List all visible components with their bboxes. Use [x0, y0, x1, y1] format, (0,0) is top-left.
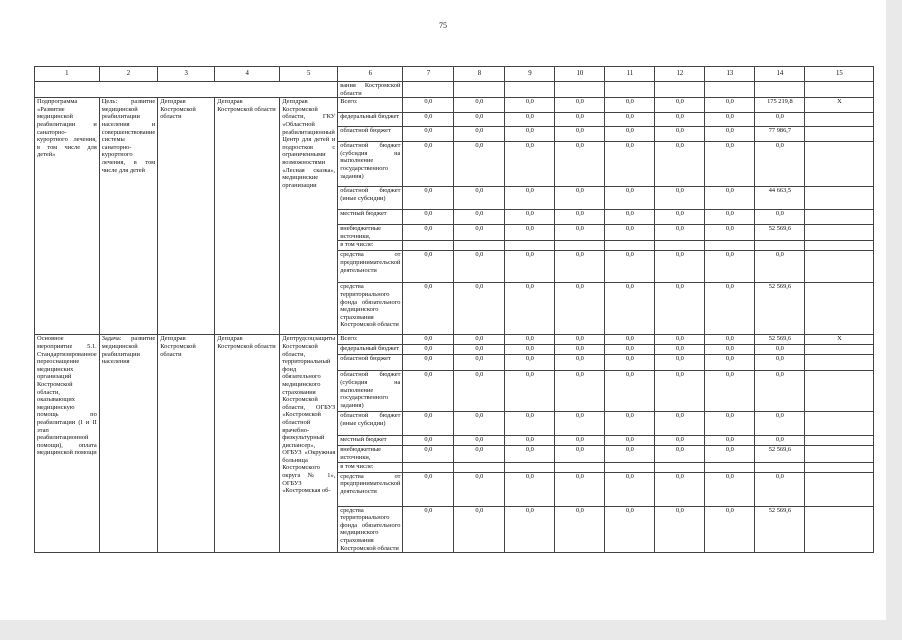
amount-cell: 0,0 — [555, 371, 605, 412]
column-number: 10 — [555, 67, 605, 82]
amount-cell: 0,0 — [454, 472, 505, 506]
amount-cell: 0,0 — [655, 412, 705, 436]
amount-cell: 0,0 — [403, 371, 454, 412]
empty-cell — [805, 187, 874, 210]
amount-cell: 0,0 — [505, 335, 555, 345]
amount-cell: 0,0 — [755, 472, 805, 506]
empty-cell — [805, 225, 874, 241]
amount-cell: 0,0 — [555, 142, 605, 187]
column-number: 2 — [99, 67, 157, 82]
amount-cell: 0,0 — [505, 113, 555, 127]
participants: Дептрудсоцзащиты Костромской области, территориальный фонд обязательного медицинского страхования Костромской области, ОГБУЗ «Костромской областной врачебно-физкультурный диспансер», ОГБУЗ «Окружная больница Костромского округа № 1», ОГБУЗ «Костромская об- — [280, 335, 338, 553]
amount-cell — [454, 462, 505, 472]
column-number: 15 — [805, 67, 874, 82]
amount-cell — [454, 241, 505, 251]
amount-cell: 0,0 — [555, 283, 605, 335]
amount-cell: 0,0 — [605, 251, 655, 283]
amount-cell: 0,0 — [555, 113, 605, 127]
amount-cell: 0,0 — [705, 355, 755, 371]
amount-cell: 0,0 — [655, 472, 705, 506]
amount-cell: 0,0 — [605, 187, 655, 210]
amount-cell: 0,0 — [605, 283, 655, 335]
amount-cell: 0,0 — [555, 335, 605, 345]
amount-cell — [755, 241, 805, 251]
amount-cell: 0,0 — [605, 98, 655, 113]
empty-cell — [805, 462, 874, 472]
amount-cell: 0,0 — [705, 127, 755, 142]
amount-cell: 0,0 — [454, 251, 505, 283]
amount-cell — [655, 462, 705, 472]
amount-cell: 0,0 — [505, 98, 555, 113]
funding-source-label: местный бюджет — [338, 210, 403, 225]
funding-source-label: областной бюджет (иные субсидии) — [338, 412, 403, 436]
budget-table — [34, 66, 874, 553]
column-number: 11 — [605, 67, 655, 82]
amount-cell: 0,0 — [505, 506, 555, 553]
empty-cell — [454, 82, 505, 98]
amount-cell: 0,0 — [605, 142, 655, 187]
amount-cell — [505, 241, 555, 251]
amount-cell: 0,0 — [555, 506, 605, 553]
amount-cell: 0,0 — [555, 251, 605, 283]
amount-cell: 0,0 — [705, 283, 755, 335]
amount-cell: 0,0 — [454, 345, 505, 355]
column-number: 14 — [755, 67, 805, 82]
amount-cell: 0,0 — [605, 345, 655, 355]
amount-cell: 0,0 — [655, 345, 705, 355]
amount-cell: 0,0 — [605, 355, 655, 371]
amount-cell: 0,0 — [403, 98, 454, 113]
empty-cell — [655, 82, 705, 98]
amount-cell: 0,0 — [505, 412, 555, 436]
amount-cell: 0,0 — [454, 113, 505, 127]
empty-cell — [805, 82, 874, 98]
amount-cell: 0,0 — [403, 355, 454, 371]
amount-cell: 0,0 — [605, 436, 655, 446]
amount-cell: 0,0 — [605, 472, 655, 506]
amount-cell: 0,0 — [755, 436, 805, 446]
column-number: 1 — [35, 67, 100, 82]
empty-cell — [555, 82, 605, 98]
funding-source-label: местный бюджет — [338, 436, 403, 446]
amount-cell — [403, 462, 454, 472]
empty-cell — [605, 82, 655, 98]
amount-cell: 0,0 — [755, 210, 805, 225]
empty-cell — [805, 412, 874, 436]
empty-cell — [805, 506, 874, 553]
empty-cell — [805, 345, 874, 355]
amount-cell: 0,0 — [505, 446, 555, 462]
amount-cell: 0,0 — [705, 251, 755, 283]
amount-cell — [705, 462, 755, 472]
amount-cell: 0,0 — [403, 335, 454, 345]
funding-source-label: в том числе: — [338, 241, 403, 251]
amount-cell — [755, 462, 805, 472]
amount-cell: 0,0 — [705, 472, 755, 506]
amount-cell: 0,0 — [605, 506, 655, 553]
amount-cell: 0,0 — [555, 345, 605, 355]
amount-cell: 0,0 — [755, 142, 805, 187]
amount-cell: 0,0 — [403, 436, 454, 446]
amount-cell: 0,0 — [655, 355, 705, 371]
empty-cell — [755, 82, 805, 98]
empty-cell — [805, 142, 874, 187]
amount-cell: 0,0 — [403, 506, 454, 553]
amount-cell: 0,0 — [705, 187, 755, 210]
amount-cell: 0,0 — [655, 225, 705, 241]
column-number: 6 — [338, 67, 403, 82]
amount-cell: 0,0 — [555, 225, 605, 241]
amount-cell: 0,0 — [755, 345, 805, 355]
mark-cell: Х — [805, 98, 874, 113]
amount-cell: 0,0 — [454, 283, 505, 335]
funding-source-label: внебюджетные источники, — [338, 225, 403, 241]
continuation-row — [35, 82, 874, 98]
column-number: 8 — [454, 67, 505, 82]
column-number: 13 — [705, 67, 755, 82]
amount-cell: 0,0 — [705, 412, 755, 436]
amount-cell — [555, 462, 605, 472]
amount-cell: 0,0 — [505, 345, 555, 355]
amount-cell: 0,0 — [555, 472, 605, 506]
amount-cell: 0,0 — [454, 187, 505, 210]
funding-source-label: средства территориального фонда обязательного медицинского страхования Костромской области — [338, 506, 403, 553]
funding-source-label: в том числе: — [338, 462, 403, 472]
amount-cell: 0,0 — [505, 210, 555, 225]
amount-cell: 0,0 — [605, 371, 655, 412]
amount-cell: 0,0 — [555, 127, 605, 142]
amount-cell: 0,0 — [705, 225, 755, 241]
amount-cell: 0,0 — [505, 371, 555, 412]
amount-cell: 0,0 — [454, 225, 505, 241]
funding-source-label: средства от предпринимательской деятельности — [338, 251, 403, 283]
amount-cell: 0,0 — [505, 127, 555, 142]
amount-cell: 0,0 — [454, 98, 505, 113]
responsible-executor: Депздрав Костромской области — [158, 335, 215, 553]
amount-cell: 0,0 — [705, 371, 755, 412]
amount-cell: 0,0 — [403, 210, 454, 225]
amount-cell: 0,0 — [655, 436, 705, 446]
amount-cell: 0,0 — [454, 371, 505, 412]
column-number: 3 — [158, 67, 215, 82]
empty-cell — [805, 251, 874, 283]
funding-source-label: федеральный бюджет — [338, 113, 403, 127]
amount-cell: 175 219,8 — [755, 98, 805, 113]
amount-cell: 77 986,7 — [755, 127, 805, 142]
empty-cell — [805, 472, 874, 506]
empty-cell — [705, 82, 755, 98]
funding-source-label: областной бюджет — [338, 355, 403, 371]
amount-cell: 0,0 — [705, 506, 755, 553]
amount-cell — [705, 241, 755, 251]
amount-cell: 0,0 — [505, 142, 555, 187]
amount-cell — [505, 462, 555, 472]
amount-cell: 0,0 — [505, 436, 555, 446]
amount-cell: 0,0 — [454, 506, 505, 553]
amount-cell: 0,0 — [655, 142, 705, 187]
amount-cell: 0,0 — [555, 210, 605, 225]
amount-cell: 0,0 — [655, 446, 705, 462]
empty-cell — [805, 113, 874, 127]
amount-cell: 0,0 — [454, 210, 505, 225]
funding-source-label: федеральный бюджет — [338, 345, 403, 355]
amount-cell: 0,0 — [655, 187, 705, 210]
amount-cell: 0,0 — [755, 371, 805, 412]
amount-cell: 0,0 — [605, 127, 655, 142]
funding-source-label: Всего: — [338, 335, 403, 345]
amount-cell: 0,0 — [454, 335, 505, 345]
amount-cell: 0,0 — [705, 210, 755, 225]
amount-cell: 0,0 — [655, 335, 705, 345]
amount-cell — [403, 241, 454, 251]
column-number: 9 — [505, 67, 555, 82]
program-name: Подпрограмма «Развитие медицинской реабилитации и санаторно-курортного лечения, в том числе для детей» — [35, 98, 100, 335]
column-number: 5 — [280, 67, 338, 82]
amount-cell: 0,0 — [403, 225, 454, 241]
amount-cell: 0,0 — [403, 412, 454, 436]
amount-cell — [555, 241, 605, 251]
table-body — [35, 67, 874, 553]
responsible-executor: Депздрав Костромской области — [158, 98, 215, 335]
amount-cell: 0,0 — [403, 127, 454, 142]
amount-cell: 52 569,6 — [755, 446, 805, 462]
amount-cell — [605, 241, 655, 251]
amount-cell: 0,0 — [655, 283, 705, 335]
funding-source-label: областной бюджет (субсидия на выполнение государственного задания) — [338, 371, 403, 412]
column-number: 4 — [215, 67, 280, 82]
amount-cell: 0,0 — [454, 436, 505, 446]
amount-cell: 0,0 — [403, 472, 454, 506]
amount-cell — [605, 462, 655, 472]
amount-cell: 0,0 — [605, 113, 655, 127]
amount-cell: 0,0 — [655, 210, 705, 225]
funding-source-label: средства от предпринимательской деятельности — [338, 472, 403, 506]
amount-cell: 0,0 — [555, 355, 605, 371]
amount-cell: 0,0 — [755, 355, 805, 371]
amount-cell: 0,0 — [705, 98, 755, 113]
empty-cell — [35, 82, 338, 98]
empty-cell — [805, 371, 874, 412]
coordinator: Депздрав Костромской области — [215, 98, 280, 335]
amount-cell: 0,0 — [705, 142, 755, 187]
amount-cell: 0,0 — [505, 472, 555, 506]
empty-cell — [805, 446, 874, 462]
amount-cell: 0,0 — [655, 506, 705, 553]
amount-cell: 0,0 — [705, 436, 755, 446]
amount-cell: 0,0 — [403, 142, 454, 187]
program-name: Основное мероприятие 5.1. Стандартизированное переоснащение медицинских организаций Костромской области, оказывающих медицинскую помощь по реабилитации (I и II этап реабилитационной помощи), оплата медицинской помощи — [35, 335, 100, 553]
amount-cell: 0,0 — [705, 335, 755, 345]
funding-source-label: Всего: — [338, 98, 403, 113]
amount-cell: 0,0 — [655, 113, 705, 127]
empty-cell — [805, 210, 874, 225]
amount-cell: 0,0 — [605, 225, 655, 241]
amount-cell: 0,0 — [555, 412, 605, 436]
amount-cell: 0,0 — [505, 283, 555, 335]
amount-cell: 0,0 — [555, 446, 605, 462]
amount-cell: 52 569,6 — [755, 335, 805, 345]
amount-cell: 0,0 — [655, 127, 705, 142]
amount-cell: 0,0 — [705, 345, 755, 355]
funding-source-label: внебюджетные источники, — [338, 446, 403, 462]
amount-cell: 0,0 — [403, 251, 454, 283]
amount-cell: 0,0 — [605, 210, 655, 225]
amount-cell: 0,0 — [505, 251, 555, 283]
amount-cell: 0,0 — [755, 412, 805, 436]
amount-cell: 0,0 — [655, 98, 705, 113]
amount-cell: 0,0 — [655, 251, 705, 283]
amount-cell: 0,0 — [454, 446, 505, 462]
amount-cell: 0,0 — [454, 142, 505, 187]
amount-cell: 0,0 — [454, 412, 505, 436]
column-number: 7 — [403, 67, 454, 82]
funding-source-label: вания Костромской области — [338, 82, 403, 98]
amount-cell: 0,0 — [655, 371, 705, 412]
empty-cell — [805, 127, 874, 142]
funding-source-label: областной бюджет (субсидия на выполнение государственного задания) — [338, 142, 403, 187]
column-number: 12 — [655, 67, 705, 82]
amount-cell — [655, 241, 705, 251]
funding-source-label: областной бюджет — [338, 127, 403, 142]
amount-cell: 0,0 — [755, 251, 805, 283]
amount-cell: 0,0 — [505, 355, 555, 371]
amount-cell: 0,0 — [454, 127, 505, 142]
column-header-row — [35, 67, 874, 82]
amount-cell: 0,0 — [403, 283, 454, 335]
program-goal: Задача: развитие медицинской реабилитации населения — [99, 335, 157, 553]
amount-cell: 0,0 — [403, 113, 454, 127]
amount-cell: 0,0 — [403, 187, 454, 210]
amount-cell: 44 663,5 — [755, 187, 805, 210]
funding-source-label: средства территориального фонда обязательного медицинского страхования Костромской области — [338, 283, 403, 335]
amount-cell: 0,0 — [605, 335, 655, 345]
amount-cell: 0,0 — [403, 345, 454, 355]
amount-cell: 0,0 — [555, 436, 605, 446]
mark-cell: Х — [805, 335, 874, 345]
empty-cell — [805, 355, 874, 371]
funding-source-label: областной бюджет (иные субсидии) — [338, 187, 403, 210]
amount-cell: 0,0 — [555, 187, 605, 210]
amount-cell: 52 569,6 — [755, 225, 805, 241]
amount-cell: 0,0 — [705, 446, 755, 462]
empty-cell — [505, 82, 555, 98]
amount-cell: 0,0 — [454, 355, 505, 371]
page-number: 75 — [439, 21, 447, 30]
amount-cell: 52 569,6 — [755, 506, 805, 553]
program-row — [35, 98, 874, 113]
amount-cell: 0,0 — [403, 446, 454, 462]
amount-cell: 0,0 — [755, 113, 805, 127]
empty-cell — [805, 241, 874, 251]
amount-cell: 0,0 — [605, 412, 655, 436]
program-row — [35, 335, 874, 345]
empty-cell — [805, 436, 874, 446]
empty-cell — [403, 82, 454, 98]
coordinator: Депздрав Костромской области — [215, 335, 280, 553]
amount-cell: 52 569,6 — [755, 283, 805, 335]
program-goal: Цель: развитие медицинской реабилитации населения и совершенствование системы санаторно-курортного лечения, в том числе для детей — [99, 98, 157, 335]
empty-cell — [805, 283, 874, 335]
amount-cell: 0,0 — [505, 225, 555, 241]
amount-cell: 0,0 — [555, 98, 605, 113]
amount-cell: 0,0 — [605, 446, 655, 462]
amount-cell: 0,0 — [705, 113, 755, 127]
participants: Депздрав Костромской области, ГКУ «Областной реабилитационный Центр для детей и подростков с ограниченными возможностями «Лесная сказка», медицинские организации — [280, 98, 338, 335]
amount-cell: 0,0 — [505, 187, 555, 210]
